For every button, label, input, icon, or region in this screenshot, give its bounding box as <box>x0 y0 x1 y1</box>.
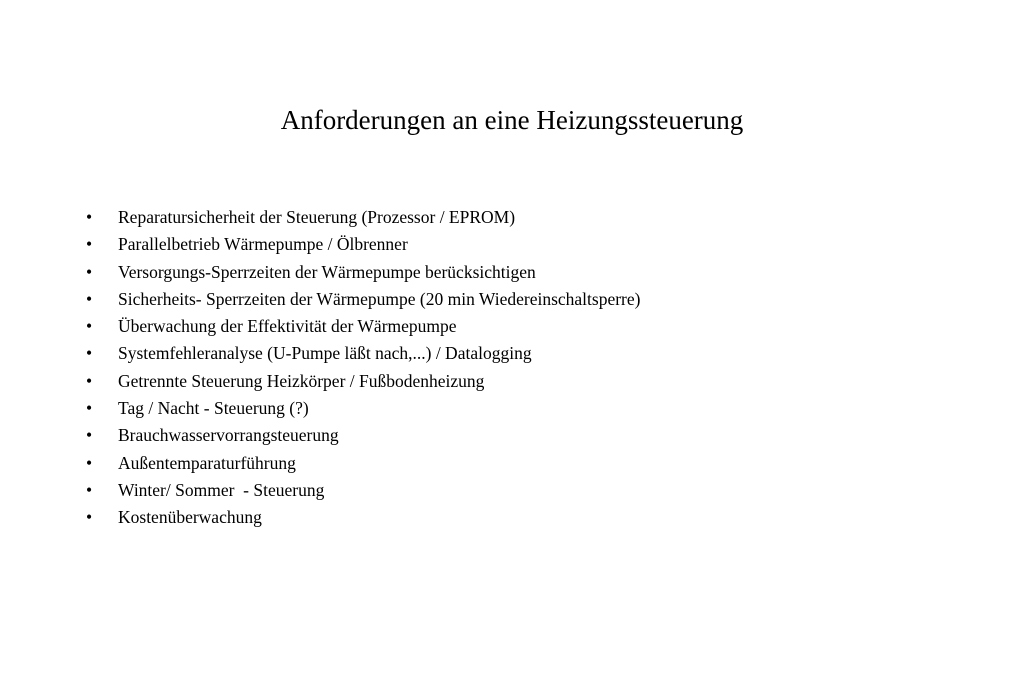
bullet-icon: • <box>86 479 93 500</box>
list-item <box>86 286 641 313</box>
list-item-text: Winter/ Sommer - Steuerung <box>118 479 325 500</box>
list-item-text: Versorgungs-Sperrzeiten der Wärmepumpe berücksichtigen <box>118 261 536 282</box>
bullet-icon: • <box>86 288 93 309</box>
list-item-text: Reparatursicherheit der Steuerung (Prozessor / EPROM) <box>118 207 516 227</box>
bullet-icon: • <box>86 507 93 528</box>
bullet-icon: • <box>86 207 93 227</box>
list-item-text: Systemfehleranalyse (U-Pumpe läßt nach,...) / Datalogging <box>118 343 532 364</box>
list-item-text: Außentemparaturführung <box>118 452 296 473</box>
list-item <box>86 231 408 258</box>
list-item-text: Parallelbetrieb Wärmepumpe / Ölbrenner <box>118 234 408 255</box>
bullet-icon: • <box>86 234 93 255</box>
requirements-list <box>86 204 641 532</box>
list-item <box>86 504 262 531</box>
list-item <box>86 204 516 231</box>
list-item-text: Tag / Nacht - Steuerung (?) <box>118 398 309 419</box>
bullet-icon: • <box>86 425 93 446</box>
list-item-text: Brauchwasservorrangsteuerung <box>118 425 339 446</box>
list-item <box>86 477 325 504</box>
list-item <box>86 259 536 286</box>
bullet-icon: • <box>86 452 93 473</box>
bullet-icon: • <box>86 343 93 364</box>
list-item-text: Getrennte Steuerung Heizkörper / Fußbodenheizung <box>118 370 485 391</box>
list-item <box>86 313 457 340</box>
bullet-icon: • <box>86 398 93 419</box>
bullet-icon: • <box>86 316 93 337</box>
list-item <box>86 340 532 367</box>
list-item <box>86 422 339 449</box>
list-item-text: Sicherheits- Sperrzeiten der Wärmepumpe (20 min Wiedereinschaltsperre) <box>118 288 641 309</box>
list-item-text: Überwachung der Effektivität der Wärmepumpe <box>118 316 457 337</box>
slide-title: Anforderungen an eine Heizungssteuerung <box>280 105 744 135</box>
list-item <box>86 450 296 477</box>
list-item-text: Kostenüberwachung <box>118 507 262 528</box>
list-item <box>86 395 309 422</box>
bullet-icon: • <box>86 370 93 391</box>
bullet-icon: • <box>86 261 93 282</box>
list-item <box>86 368 485 395</box>
